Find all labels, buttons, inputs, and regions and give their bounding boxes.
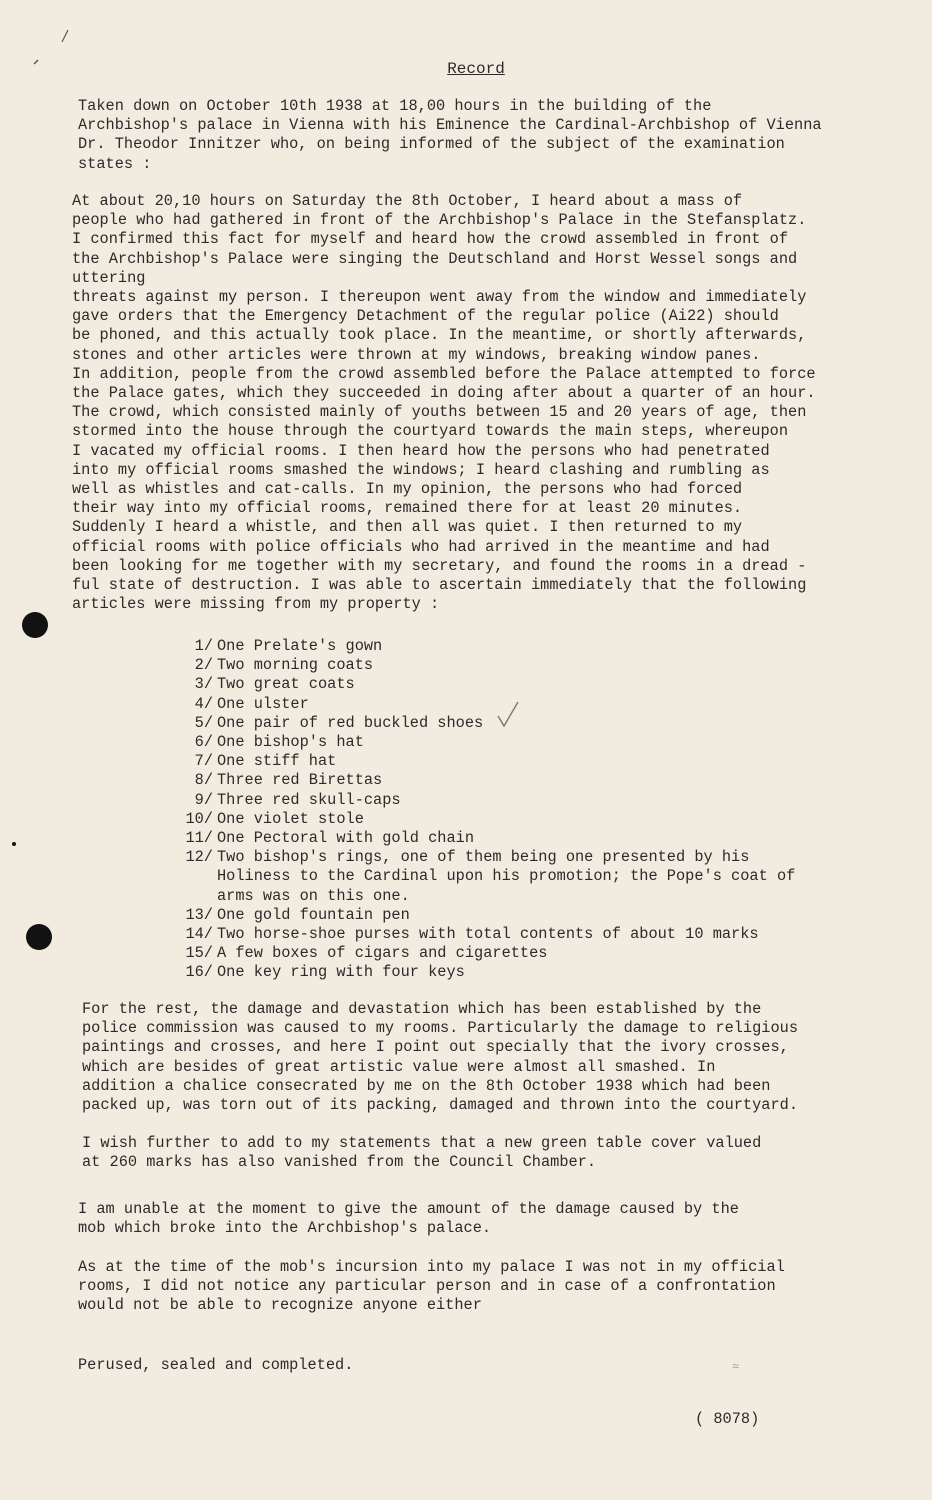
list-item-number: 6/ bbox=[194, 733, 213, 752]
list-item-number: 11/ bbox=[185, 829, 213, 848]
punch-hole-icon bbox=[26, 924, 52, 950]
list-item bbox=[168, 944, 868, 963]
damage-paragraph: For the rest, the damage and devastation which has been established by the police commission was caused to my rooms. Particularly the damage to religious paintings and crosses, and here I point out specially that the ivory crosses, which are besides of great artistic value were almost all smashed. In addition a chalice consecrated by me on the 8th October 1938 which had been packed up, was torn out of its packing, damaged and thrown into the courtyard. bbox=[82, 1000, 799, 1115]
list-item-text: Two bishop's rings, one of them being one presented by his Holiness to the Cardinal upon his promotion; the Pope's coat of arms was on this one. bbox=[217, 848, 796, 905]
list-item-text: Two great coats bbox=[217, 675, 355, 694]
list-item bbox=[168, 733, 868, 752]
list-item bbox=[168, 656, 868, 675]
list-item-number: 15/ bbox=[185, 944, 213, 963]
list-item-text: Three red Birettas bbox=[217, 771, 383, 790]
missing-items-list bbox=[168, 637, 868, 983]
list-item-text: One stiff hat bbox=[217, 752, 337, 771]
damage-amount-paragraph: I am unable at the moment to give the amount of the damage caused by the mob which broke into the Archbishop's palace. bbox=[78, 1200, 739, 1238]
list-item-text: One key ring with four keys bbox=[217, 963, 465, 982]
list-item-text: Two morning coats bbox=[217, 656, 374, 675]
list-item-number: 9/ bbox=[194, 790, 213, 809]
list-item-number: 5/ bbox=[194, 713, 213, 732]
intro-paragraph: Taken down on October 10th 1938 at 18,00 hours in the building of the Archbishop's palace in Vienna with his Eminence the Cardinal-Archbishop of Vienna Dr. Theodor Innitzer who, on being informed of the subject of the examination states : bbox=[78, 97, 822, 173]
list-item-number: 12/ bbox=[185, 848, 213, 867]
list-item-text: One Pectoral with gold chain bbox=[217, 829, 475, 848]
list-item bbox=[168, 925, 868, 944]
list-item-text: One ulster bbox=[217, 694, 309, 713]
list-item bbox=[168, 675, 868, 694]
list-item bbox=[168, 771, 868, 790]
checkmark-icon bbox=[496, 700, 520, 728]
list-item-text: One bishop's hat bbox=[217, 733, 364, 752]
list-item-text: Three red skull-caps bbox=[217, 790, 401, 809]
list-item bbox=[168, 791, 868, 810]
list-item-text: Two horse-shoe purses with total contents of about 10 marks bbox=[217, 925, 759, 944]
statement-paragraph: At about 20,10 hours on Saturday the 8th October, I heard about a mass of people who had gathered in front of the Archbishop's Palace in the Stefansplatz. I confirmed this fact for myself and heard how the crowd assembled in front of the Archbishop's Palace were singing the Deutschland and Horst Wessel songs and uttering threats against my person. I thereupon went away from the window and immediately gave orders that the Emergency Detachment of the regular police (Ai22) should be phoned, and this actually took place. In the meantime, or shortly afterwards, stones and other articles were thrown at my windows, breaking window panes. In addition, people from the crowd assembled before the Palace attempted to force the Palace gates, which they succeeded in doing after about a quarter of an hour. The crowd, which consisted mainly of youths between 15 and 20 years of age, then stormed into the house through the courtyard towards the main steps, whereupon I vacated my official rooms. I then heard how the persons who had penetrated into my official rooms smashed the windows; I heard clashing and rumbling as well as whistles and cat-calls. In my opinion, the persons who had forced their way into my official rooms, remained there for at least 20 minutes. Suddenly I heard a whistle, and then all was quiet. I then returned to my official rooms with police officials who had arrived in the meantime and had been looking for me together with my secretary, and found the rooms in a dread - ful state of destruction. I was able to ascertain immediately that the following articles were missing from my property : bbox=[72, 192, 816, 614]
punch-hole-icon bbox=[22, 612, 48, 638]
list-item-number: 3/ bbox=[194, 675, 213, 694]
list-item-number: 10/ bbox=[185, 809, 213, 828]
list-item-text: One Prelate's gown bbox=[217, 637, 383, 655]
list-item-text: One pair of red buckled shoes bbox=[217, 713, 484, 732]
list-item-number: 1/ bbox=[194, 637, 213, 655]
list-item-number: 16/ bbox=[185, 963, 213, 982]
list-item-number: 4/ bbox=[194, 694, 213, 713]
list-item-text: One gold fountain pen bbox=[217, 905, 410, 924]
list-item-number: 8/ bbox=[194, 771, 213, 790]
list-item bbox=[168, 848, 868, 906]
closing-line: Perused, sealed and completed. bbox=[78, 1356, 354, 1374]
table-cover-paragraph: I wish further to add to my statements that a new green table cover valued at 260 marks has also vanished from the Council Chamber. bbox=[82, 1134, 762, 1172]
document-title: Record bbox=[447, 60, 505, 78]
list-item-number: 2/ bbox=[194, 656, 213, 675]
list-item bbox=[168, 752, 868, 771]
list-item-text: A few boxes of cigars and cigarettes bbox=[217, 944, 548, 963]
document-number: ( 8078) bbox=[695, 1410, 760, 1428]
ink-dot-icon bbox=[12, 842, 16, 846]
list-item bbox=[168, 637, 868, 656]
list-item bbox=[168, 810, 868, 829]
list-item bbox=[168, 829, 868, 848]
list-item-number: 13/ bbox=[185, 905, 213, 924]
list-item bbox=[168, 906, 868, 925]
list-item bbox=[168, 963, 868, 982]
faint-stamp-icon: ≈ bbox=[732, 1360, 740, 1374]
list-item-text: One violet stole bbox=[217, 809, 364, 828]
list-item-number: 7/ bbox=[194, 752, 213, 771]
list-item-number: 14/ bbox=[185, 925, 213, 944]
mob-incursion-paragraph: As at the time of the mob's incursion into my palace I was not in my official rooms, I did not notice any particular person and in case of a confrontation would not be able to recognize anyone either bbox=[78, 1258, 785, 1315]
